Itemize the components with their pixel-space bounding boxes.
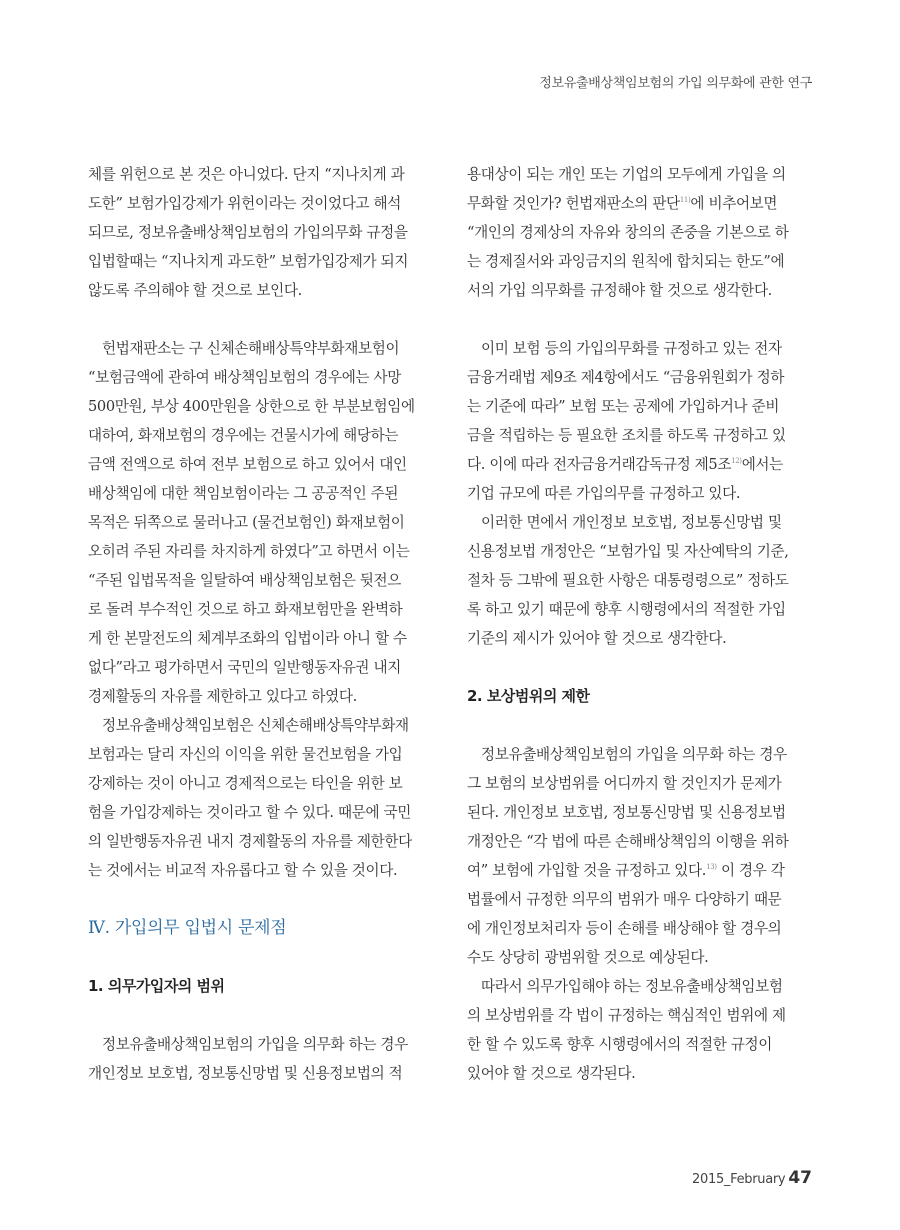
- footnote-ref: 13): [706, 863, 717, 872]
- text-line: 신용정보법 개정안은 “보험가입 및 자산예탁의 기준,: [467, 543, 789, 560]
- text-line: 는 것에서는 비교적 자유롭다고 할 수 있을 것이다.: [88, 862, 398, 879]
- text-line: 는 기준에 따라” 보험 또는 공제에 가입하거나 준비: [467, 398, 780, 415]
- text-line: 법률에서 규정한 의무의 범위가 매우 다양하기 때문: [467, 891, 782, 908]
- page-number: 47: [788, 1168, 812, 1188]
- text-line: 오히려 주된 자리를 차지하게 하였다”고 하면서 이는: [88, 543, 410, 560]
- text-line: 배상책임에 대한 책임보험이라는 그 공공적인 주된: [88, 485, 399, 502]
- issue-label: 2015_February: [692, 1172, 786, 1187]
- running-header: 정보유출배상책임보험의 가입 의무화에 관한 연구: [539, 76, 812, 91]
- text-line: 된다. 개인정보 보호법, 정보통신망법 및 신용정보법: [467, 804, 786, 821]
- text-line: 용대상이 되는 개인 또는 기업의 모두에게 가입을 의: [467, 166, 786, 183]
- text-line: 강제하는 것이 아니고 경제적으로는 타인을 위한 보: [88, 775, 403, 792]
- footnote-ref: 12): [731, 457, 742, 466]
- text-line: 기업 규모에 따른 가입의무를 규정하고 있다.: [467, 485, 741, 502]
- text-line: 500만원, 부상 400만원을 상한으로 한 부분보험임에: [88, 398, 415, 415]
- text-line: 따라서 의무가입해야 하는 정보유출배상책임보험: [481, 978, 783, 995]
- text-line: 그 보험의 보상범위를 어디까지 할 것인지가 문제가: [467, 775, 782, 792]
- right-column: [467, 160, 812, 1088]
- text-line: 기준의 제시가 있어야 할 것으로 생각한다.: [467, 630, 727, 647]
- text-line: 금융거래법 제9조 제4항에서도 “금융위원회가 정하: [467, 369, 785, 386]
- text-line: 헌법재판소는 구 신체손해배상특약부화재보험이: [102, 340, 400, 357]
- text-line: 정보유출배상책임보험의 가입을 의무화 하는 경우: [102, 1036, 408, 1053]
- text-line: 대하여, 화재보험의 경우에는 건물시가에 해당하는: [88, 427, 399, 444]
- text-line: 수도 상당히 광범위할 것으로 예상된다.: [467, 949, 709, 966]
- text-line: “주된 입법목적을 일탈하여 배상책임보험은 뒷전으: [88, 572, 401, 589]
- text-line: 험을 가입강제하는 것이라고 할 수 있다. 때문에 국민: [88, 804, 412, 821]
- text-line: 이미 보험 등의 가입의무화를 규정하고 있는 전자: [481, 340, 782, 357]
- text-line: 개정안은 “각 법에 따른 손해배상책임의 이행을 위하: [467, 833, 789, 850]
- text-line: 다. 이에 따라 전자금융거래감독규정 제5조$^{12)}$에서는: [467, 456, 783, 473]
- text-line: 정보유출배상책임보험의 가입을 의무화 하는 경우: [481, 746, 787, 763]
- text-line: 록 하고 있기 때문에 향후 시행령에서의 적절한 가입: [467, 601, 786, 618]
- left-column: [88, 160, 433, 1088]
- text-line: 게 한 본말전도의 체계부조화의 입법이라 아니 할 수: [88, 630, 407, 647]
- text-line: 이러한 면에서 개인정보 보호법, 정보통신망법 및: [481, 514, 782, 531]
- text-line: 서의 가입 의무화를 규정해야 할 것으로 생각한다.: [467, 282, 772, 299]
- text-line: 절차 등 그밖에 필요한 사항은 대통령령으로” 정하도: [467, 572, 789, 589]
- subsection-title: 2. 보상범위의 제한: [467, 687, 590, 705]
- text-line: “보험금액에 관하여 배상책임보험의 경우에는 사망: [88, 369, 401, 386]
- text-line: 되므로, 정보유출배상책임보험의 가입의무화 규정을: [88, 224, 408, 241]
- text-line: 는 경제질서와 과잉금지의 원칙에 합치되는 한도”에: [467, 253, 785, 270]
- text-line: 경제활동의 자유를 제한하고 있다고 하였다.: [88, 688, 357, 705]
- text-line: 보험과는 달리 자신의 이익을 위한 물건보험을 가입: [88, 746, 403, 763]
- text-line: 도한” 보험가입강제가 위헌이라는 것이었다고 해석: [88, 195, 401, 212]
- footnote-ref: 11): [679, 196, 691, 205]
- text-line: 없다”라고 평가하면서 국민의 일반행동자유권 내지: [88, 659, 401, 676]
- text-line: 개인정보 보호법, 정보통신망법 및 신용정보법의 적: [88, 1065, 403, 1082]
- page-footer: [692, 1168, 812, 1188]
- text-line: 한 할 수 있도록 향후 시행령에서의 적절한 규정이: [467, 1036, 772, 1053]
- text-line: “개인의 경제상의 자유와 창의의 존중을 기본으로 하: [467, 224, 789, 241]
- text-line: 무화할 것인가? 헌법재판소의 판단$^{11)}$에 비추어보면: [467, 195, 778, 212]
- text-line: 의 보상범위를 각 법이 규정하는 핵심적인 범위에 제: [467, 1007, 786, 1024]
- text-line: 로 돌려 부수적인 것으로 하고 화재보험만을 완벽하: [88, 601, 403, 618]
- text-line: 체를 위헌으로 본 것은 아니었다. 단지 “지나치게 과: [88, 166, 405, 183]
- text-line: 의 일반행동자유권 내지 경제활동의 자유를 제한한다: [88, 833, 412, 850]
- text-line: 정보유출배상책임보험은 신체손해배상특약부화재: [102, 717, 409, 734]
- section-title: Ⅳ. 가입의무 입법시 문제점: [88, 918, 287, 938]
- text-line: 에 개인정보처리자 등이 손해를 배상해야 할 경우의: [467, 920, 782, 937]
- text-line: 있어야 할 것으로 생각된다.: [467, 1065, 636, 1082]
- text-line: 금을 적립하는 등 필요한 조치를 하도록 규정하고 있: [467, 427, 786, 444]
- text-line: 금액 전액으로 하여 전부 보험으로 하고 있어서 대인: [88, 456, 407, 473]
- subsection-title: 1. 의무가입자의 범위: [88, 977, 225, 995]
- text-line: 않도록 주의해야 할 것으로 보인다.: [88, 282, 302, 299]
- text-line: 목적은 뒤쪽으로 물러나고 (물건보험인) 화재보험이: [88, 514, 405, 531]
- text-line: 입법할때는 “지나치게 과도한” 보험가입강제가 되지: [88, 253, 409, 270]
- text-line: 여” 보험에 가입할 것을 규정하고 있다.$^{13)}$ 이 경우 각: [467, 862, 785, 879]
